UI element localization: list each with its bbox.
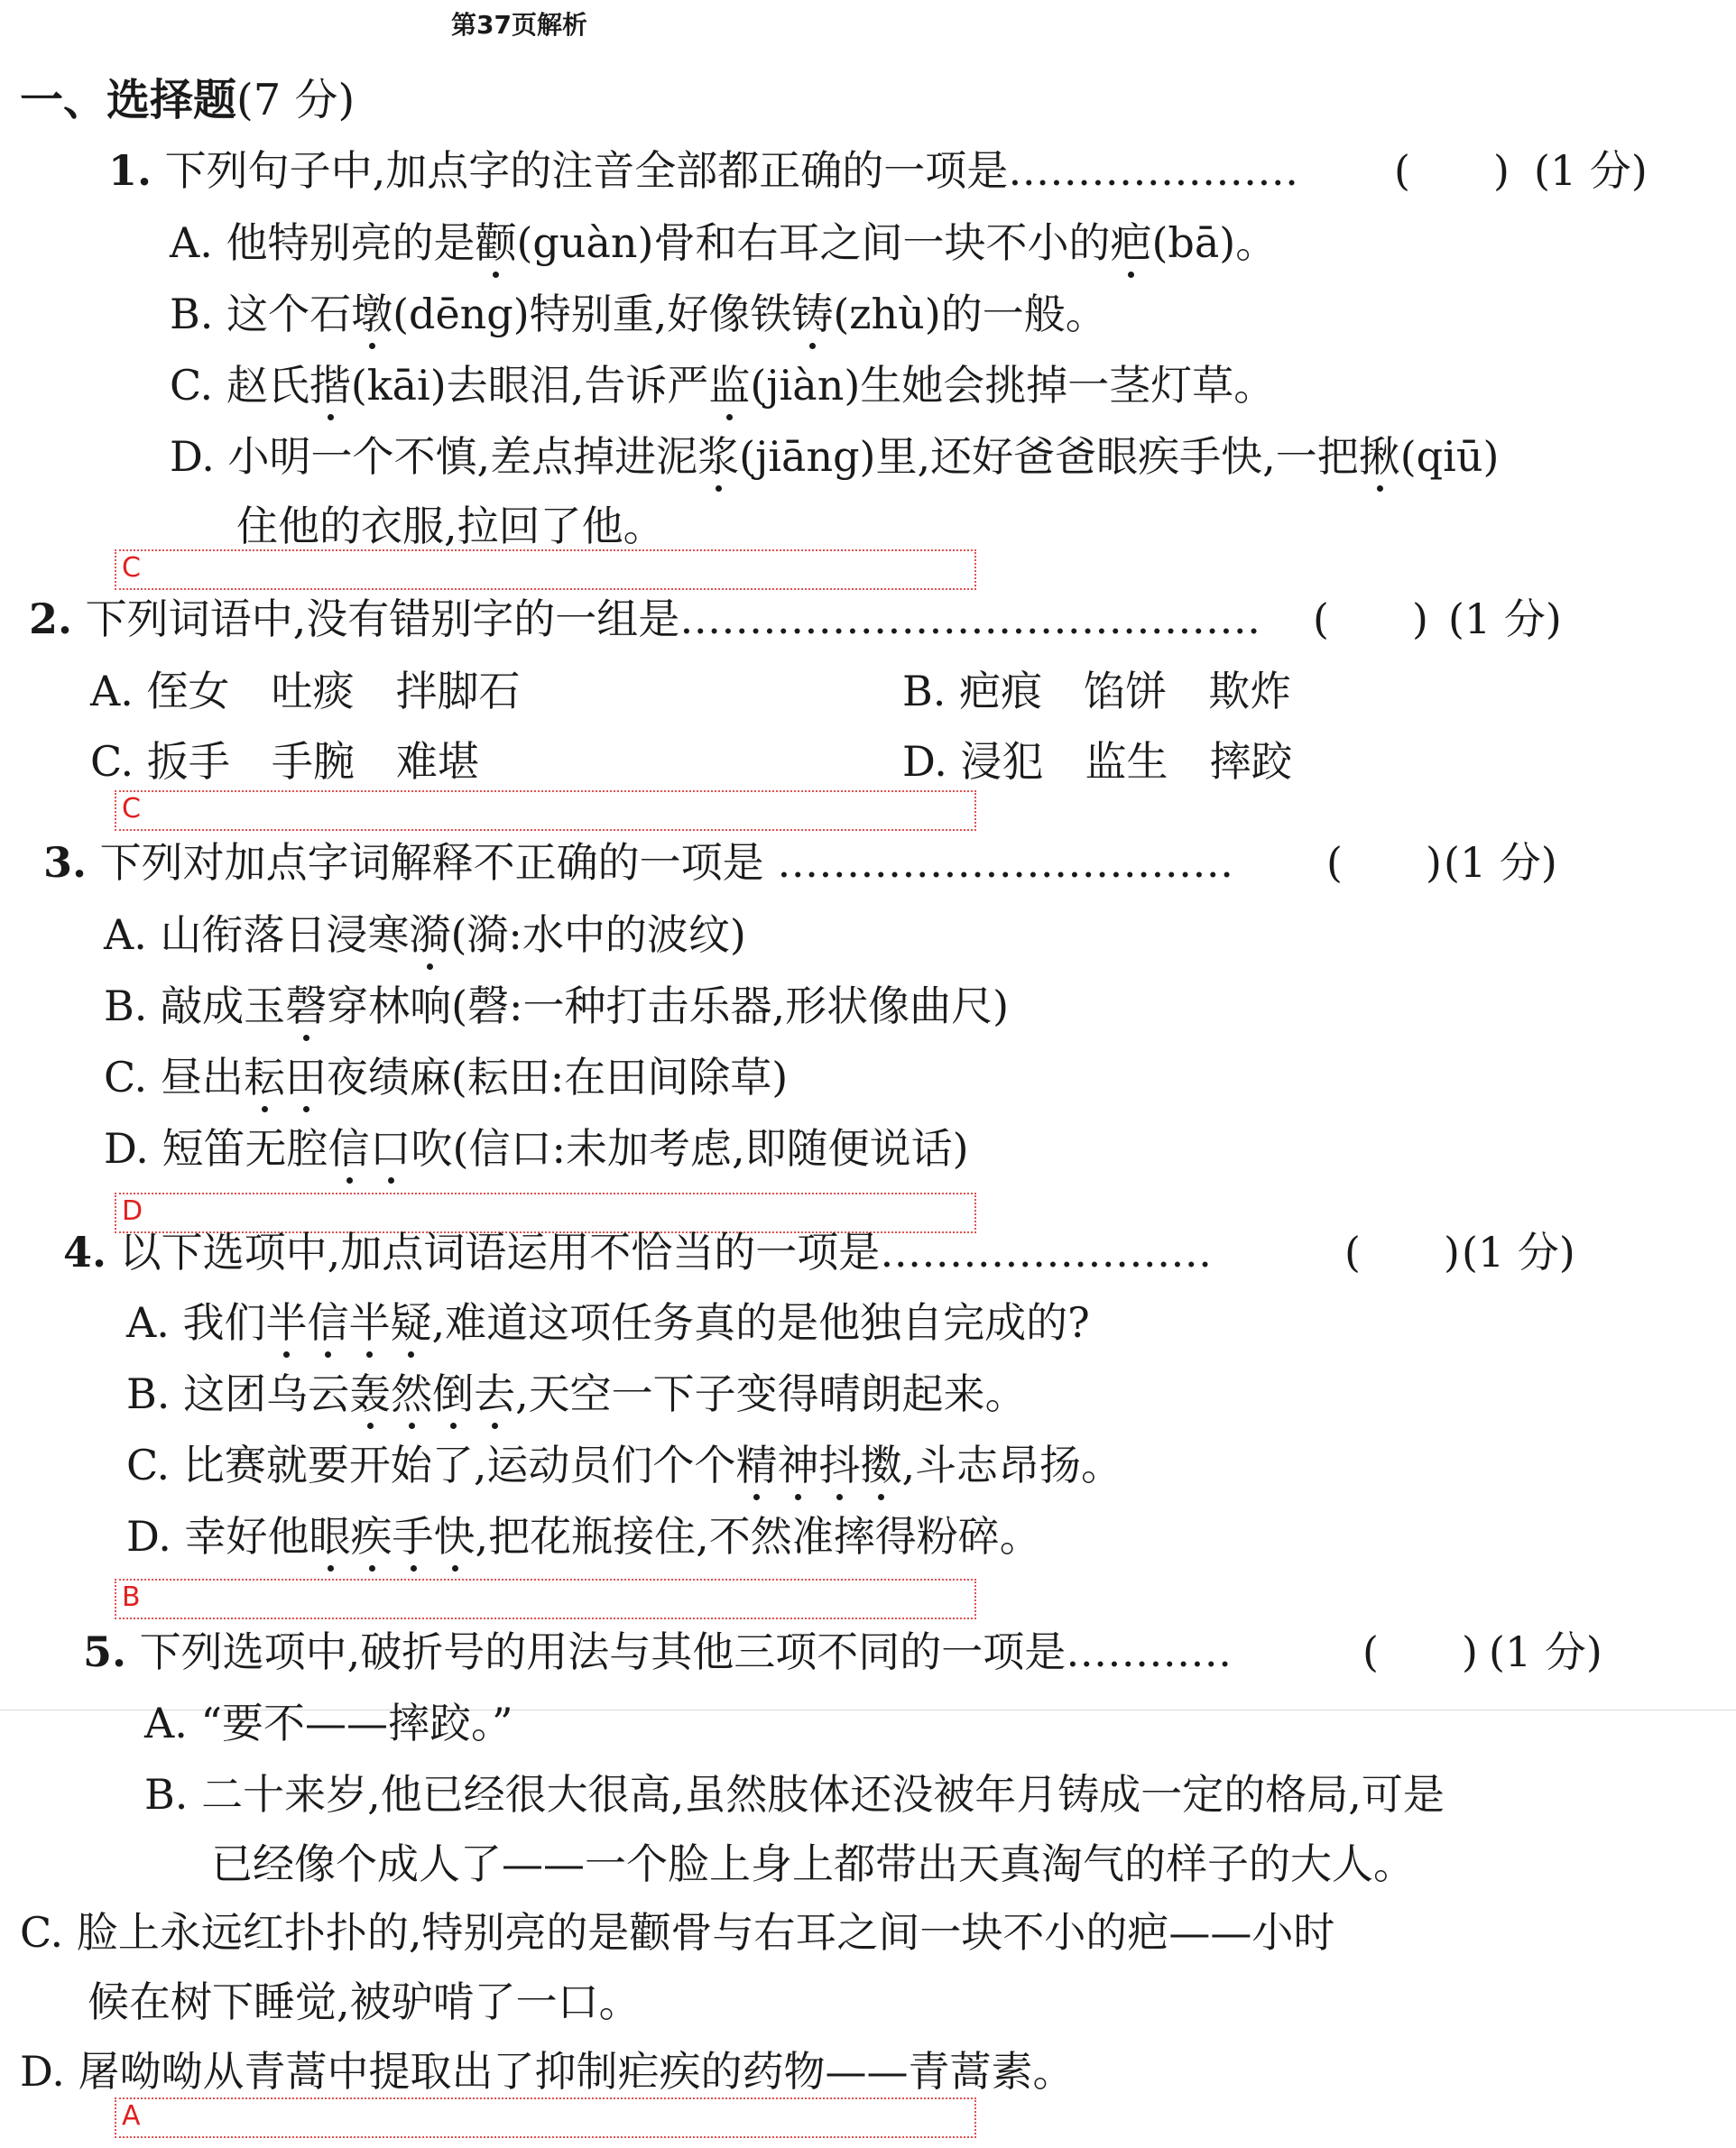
option-text: 疤痕 馅饼 欺炸 xyxy=(959,667,1292,715)
option-label: B. xyxy=(144,1770,189,1819)
option-text: ,天空一下子变得晴朗起来。 xyxy=(515,1369,1027,1418)
question-2-option-a xyxy=(90,668,520,715)
answer-box-5 xyxy=(115,2097,976,2138)
emphasis-char: 精 xyxy=(735,1441,778,1489)
option-label: A. xyxy=(104,910,147,959)
question-1-stem xyxy=(108,147,1298,195)
emphasis-char: 疤 xyxy=(1110,218,1152,267)
emphasis-char: 墩 xyxy=(351,290,393,338)
option-label: B. xyxy=(104,982,148,1030)
emphasis-char: 然 xyxy=(391,1369,433,1418)
option-text: ,把花瓶接住,不然准摔得粉碎。 xyxy=(475,1512,1041,1561)
emphasis-char: 磬 xyxy=(285,982,328,1030)
option-text: 浸犯 监生 摔跤 xyxy=(960,737,1293,786)
option-label: D. xyxy=(104,1124,149,1173)
question-5-option-b xyxy=(144,1771,1445,1819)
emphasis-char: 耘 xyxy=(243,1053,285,1102)
question-2-option-c xyxy=(90,738,479,786)
option-text: (漪:水中的波纹) xyxy=(450,910,746,959)
emphasis-char: 手 xyxy=(392,1512,434,1561)
emphasis-char: 快 xyxy=(433,1512,476,1561)
option-label: D. xyxy=(902,737,947,786)
question-1-score: (1 分) xyxy=(1534,146,1648,195)
option-text: 屠呦呦从青蒿中提取出了抑制疟疾的药物——青蒿素。 xyxy=(78,2047,1075,2096)
question-text: 下列词语中,没有错别字的一组是 xyxy=(85,595,680,643)
section-heading-text: 一、选择题 xyxy=(20,75,237,125)
emphasis-char: 口 xyxy=(369,1124,411,1173)
option-text: ,难道这项任务真的是他独自完成的? xyxy=(431,1298,1090,1347)
answer-text: B xyxy=(122,1581,141,1613)
option-text: 比赛就要开始了,运动员们个个 xyxy=(182,1441,736,1489)
emphasis-char: 信 xyxy=(328,1124,370,1173)
option-text: “要不——摔跤。” xyxy=(200,1699,513,1747)
question-1-paren: ( ) xyxy=(1394,146,1510,195)
option-text: 二十来岁,他已经很大很高,虽然肢体还没被年月铸成一定的格局,可是 xyxy=(201,1770,1445,1819)
emphasis-char: 监 xyxy=(708,361,751,410)
option-text: (dēng)特别重,好像铁 xyxy=(392,290,792,338)
option-text: 吹(信口:未加考虑,即随便说话) xyxy=(411,1124,969,1173)
section-score: (7 分) xyxy=(236,75,356,125)
question-4-stem xyxy=(63,1229,1212,1277)
dot-leader: ………… xyxy=(1066,1627,1233,1676)
emphasis-char: 颧 xyxy=(475,218,517,267)
question-1-option-b xyxy=(170,290,1107,338)
question-1-option-d-cont: 住他的衣服,拉回了他。 xyxy=(236,502,665,550)
question-4-option-b xyxy=(126,1370,1027,1418)
emphasis-char: 揩 xyxy=(309,361,351,410)
question-4-score: (1 分) xyxy=(1462,1228,1575,1277)
option-text: 赵氏 xyxy=(226,361,309,410)
option-label: D. xyxy=(20,2047,65,2096)
question-3-option-a xyxy=(104,911,746,959)
answer-text: C xyxy=(122,552,141,584)
question-number: 5. xyxy=(83,1627,127,1676)
option-label: A. xyxy=(90,667,134,715)
option-text: 昼出 xyxy=(160,1053,244,1102)
emphasis-char: 轰 xyxy=(349,1369,392,1418)
option-text: ,斗志昂扬。 xyxy=(901,1441,1123,1489)
question-1-option-c xyxy=(170,362,1275,410)
option-text: 敲成玉 xyxy=(161,982,286,1030)
option-label: C. xyxy=(126,1441,171,1489)
dot-leader: …………………………… xyxy=(777,838,1234,887)
option-label: B. xyxy=(902,667,946,715)
question-3-paren: ( ) xyxy=(1326,838,1442,887)
option-text: 我们 xyxy=(182,1298,266,1347)
question-5-option-c xyxy=(20,1909,1334,1957)
dot-leader: …………………… xyxy=(880,1228,1213,1277)
question-2-stem xyxy=(29,595,1260,643)
question-4-paren: ( ) xyxy=(1344,1228,1460,1277)
option-text: 他特别亮的是 xyxy=(226,218,476,267)
emphasis-char: 半 xyxy=(348,1298,391,1347)
emphasis-char: 抖 xyxy=(818,1441,861,1489)
option-label: A. xyxy=(144,1699,188,1747)
question-5-score: (1 分) xyxy=(1489,1627,1602,1676)
emphasis-char: 揪 xyxy=(1358,432,1400,481)
answer-box-4 xyxy=(115,1579,976,1619)
answer-text: D xyxy=(122,1195,143,1227)
emphasis-char: 铸 xyxy=(791,290,834,338)
option-text: 穿林响(磬:一种打击乐器,形状像曲尺) xyxy=(327,982,1010,1030)
question-number: 4. xyxy=(63,1228,107,1277)
question-5-option-a xyxy=(144,1700,513,1747)
option-label: D. xyxy=(126,1512,171,1561)
option-text: 侄女 吐痰 拌脚石 xyxy=(146,667,521,715)
option-text: 夜绩麻(耘田:在田间除草) xyxy=(326,1053,789,1102)
question-5-option-c-cont: 候在树下睡觉,被驴啃了一口。 xyxy=(88,1977,641,2026)
answer-text: A xyxy=(122,2100,141,2132)
emphasis-char: 去 xyxy=(474,1369,516,1418)
answer-box-1 xyxy=(115,549,976,590)
emphasis-char: 浆 xyxy=(697,432,740,481)
question-4-option-d xyxy=(126,1513,1041,1561)
option-text: 这团乌云 xyxy=(183,1369,350,1418)
option-text: 扳手 手腕 难堪 xyxy=(146,737,479,786)
emphasis-char: 疾 xyxy=(350,1512,392,1561)
page-title: 第37页解析 xyxy=(451,10,587,40)
question-number: 3. xyxy=(43,838,88,887)
option-label: C. xyxy=(90,737,134,786)
question-5-option-b-cont: 已经像个成人了——一个脸上身上都带出天真淘气的样子的大人。 xyxy=(211,1839,1415,1888)
option-text: 这个石 xyxy=(226,290,352,338)
emphasis-char: 神 xyxy=(777,1441,819,1489)
dot-leader: ………………… xyxy=(1008,146,1299,195)
answer-text: C xyxy=(122,793,141,825)
question-4-option-a xyxy=(126,1299,1090,1347)
option-text: 短笛无腔 xyxy=(162,1124,328,1173)
question-text: 以下选项中,加点词语运用不恰当的一项是 xyxy=(119,1228,881,1277)
option-text: 幸好他 xyxy=(184,1512,309,1561)
question-3-option-b xyxy=(104,982,1009,1030)
option-text: 小明一个不慎,差点掉进泥 xyxy=(227,432,698,481)
question-2-option-d xyxy=(902,738,1293,786)
option-text: 脸上永远红扑扑的,特别亮的是颧骨与右耳之间一块不小的疤——小时 xyxy=(76,1908,1335,1957)
question-2-option-b xyxy=(902,668,1291,715)
question-5-paren: ( ) xyxy=(1362,1627,1478,1676)
answer-box-2 xyxy=(115,790,976,831)
question-2-paren: ( ) xyxy=(1313,595,1428,643)
option-text: (jiāng)里,还好爸爸眼疾手快,一把 xyxy=(739,432,1359,481)
option-text: (jiàn)生她会挑掉一茎灯草。 xyxy=(750,361,1276,410)
question-2-score: (1 分) xyxy=(1448,595,1562,643)
option-label: B. xyxy=(170,290,214,338)
question-text: 下列对加点字词解释不正确的一项是 xyxy=(99,838,764,887)
question-1-option-d xyxy=(170,433,1499,481)
option-label: B. xyxy=(126,1369,171,1418)
question-1-option-a xyxy=(170,219,1277,267)
dot-leader: …………………………………… xyxy=(679,595,1261,643)
question-3-option-d xyxy=(104,1125,969,1173)
option-label: A. xyxy=(126,1298,170,1347)
question-4-option-c xyxy=(126,1442,1122,1489)
question-3-score: (1 分) xyxy=(1444,838,1557,887)
emphasis-char: 疑 xyxy=(390,1298,432,1347)
question-number: 1. xyxy=(108,146,152,195)
option-text: (guàn)骨和右耳之间一块不小的 xyxy=(516,218,1111,267)
emphasis-char: 倒 xyxy=(432,1369,475,1418)
question-5-option-d xyxy=(20,2048,1075,2096)
emphasis-char: 擞 xyxy=(860,1441,902,1489)
question-number: 2. xyxy=(29,595,73,643)
section-heading xyxy=(20,76,355,125)
option-label: D. xyxy=(170,432,215,481)
question-text: 下列句子中,加点字的注音全部都正确的一项是 xyxy=(164,146,1009,195)
option-label: A. xyxy=(170,218,213,267)
question-text: 下列选项中,破折号的用法与其他三项不同的一项是 xyxy=(139,1627,1067,1676)
option-text: (bā)。 xyxy=(1151,218,1278,267)
option-text: 山衔落日浸寒 xyxy=(160,910,410,959)
question-5-stem xyxy=(83,1628,1232,1676)
emphasis-char: 信 xyxy=(307,1298,349,1347)
option-label: C. xyxy=(104,1053,148,1102)
emphasis-char: 漪 xyxy=(409,910,451,959)
question-3-option-c xyxy=(104,1054,788,1102)
question-3-stem xyxy=(43,839,1233,887)
emphasis-char: 田 xyxy=(284,1053,327,1102)
emphasis-char: 眼 xyxy=(309,1512,351,1561)
option-text: (qiū) xyxy=(1399,432,1500,481)
option-label: C. xyxy=(20,1908,64,1957)
option-label: C. xyxy=(170,361,214,410)
option-text: (zhù)的一般。 xyxy=(833,290,1107,338)
option-text: (kāi)去眼泪,告诉严 xyxy=(350,361,709,410)
emphasis-char: 半 xyxy=(265,1298,308,1347)
